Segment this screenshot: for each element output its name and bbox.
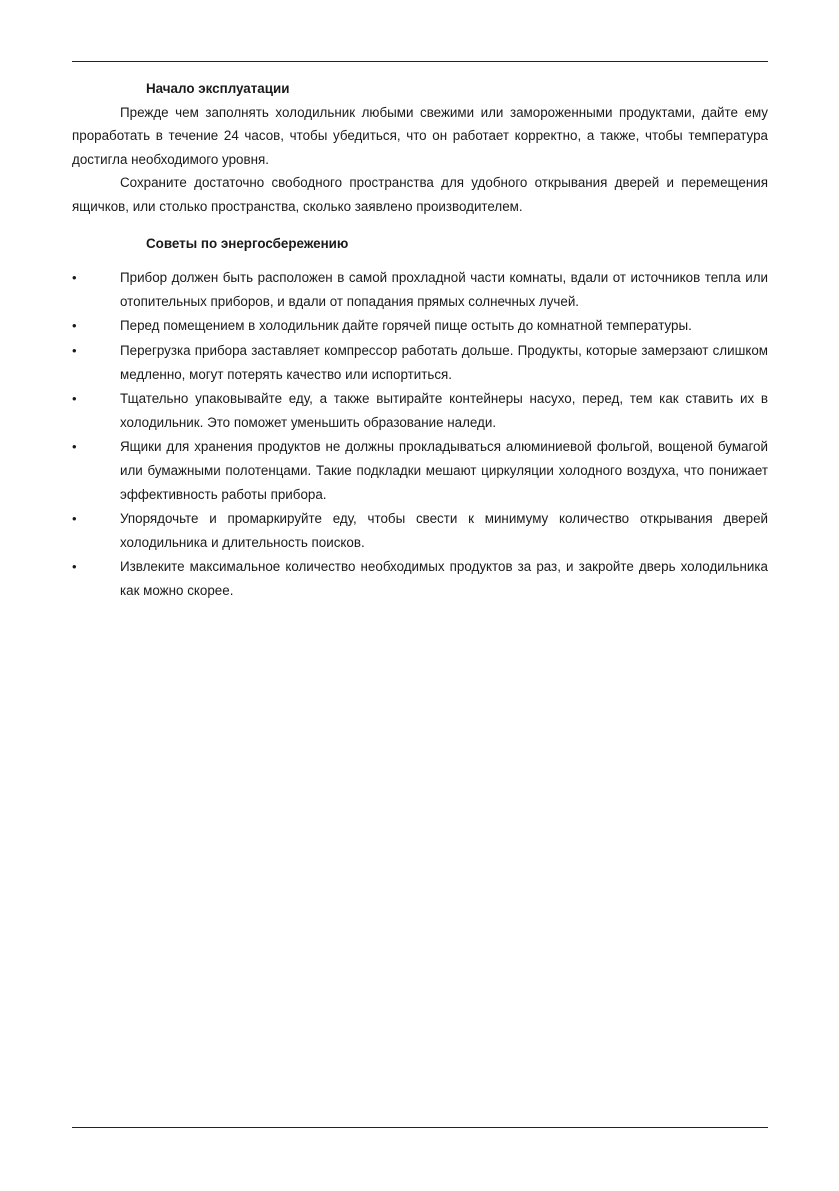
section-heading-startup: Начало эксплуатации bbox=[146, 81, 290, 96]
list-item bbox=[72, 507, 768, 554]
list-item-text: Перегрузка прибора заставляет компрессор работать дольше. Продукты, которые замерзают слишком медленно, могут потерять качество или испортиться. bbox=[120, 342, 768, 382]
bullet-icon: • bbox=[72, 318, 77, 334]
list-item bbox=[72, 339, 768, 386]
paragraph-space: Сохраните достаточно свободного пространства для удобного открывания дверей и перемещения ящичков, или столько пространства, сколько заявлено производителем. bbox=[72, 175, 768, 214]
list-item-text: Перед помещением в холодильник дайте горячей пище остыть до комнатной температуры. bbox=[120, 318, 692, 334]
section-heading-energy-saving: Советы по энергосбережению bbox=[146, 235, 349, 251]
list-item bbox=[72, 435, 768, 506]
bullet-icon: • bbox=[72, 270, 77, 286]
footer-rule bbox=[72, 1127, 768, 1128]
paragraph-startup: Прежде чем заполнять холодильник любыми свежими или замороженными продуктами, дайте ему проработать в течение 24 часов, чтобы убедиться, что он работает корректно, а также, чтобы температура достигла необходимого уровня. bbox=[72, 104, 768, 167]
list-item-text: Тщательно упаковывайте еду, а также вытирайте контейнеры насухо, перед, тем как ставить их в холодильник. Это поможет уменьшить образование наледи. bbox=[120, 391, 768, 430]
list-item-text: Упорядочьте и промаркируйте еду, чтобы свести к минимуму количество открывания дверей холодильника и длительность поисков. bbox=[120, 511, 768, 550]
bullet-icon: • bbox=[72, 342, 77, 358]
list-item bbox=[72, 387, 768, 434]
list-item bbox=[72, 266, 768, 313]
bullet-icon: • bbox=[72, 391, 77, 407]
list-item-text: Прибор должен быть расположен в самой прохладной части комнаты, вдали от источников тепла или отопительных приборов, и вдали от попадания прямых солнечных лучей. bbox=[120, 270, 768, 309]
energy-tips-list bbox=[72, 266, 768, 602]
list-item bbox=[72, 314, 768, 338]
list-item bbox=[72, 555, 768, 602]
header-rule bbox=[72, 61, 768, 62]
page-content bbox=[72, 77, 768, 603]
list-item-text: Извлеките максимальное количество необходимых продуктов за раз, и закройте дверь холодильника как можно скорее. bbox=[120, 559, 768, 598]
list-item-text: Ящики для хранения продуктов не должны прокладываться алюминиевой фольгой, вощеной бумагой или бумажными полотенцами. Такие подкладки мешают циркуляции холодного воздуха, что понижает эффективность работы прибора. bbox=[120, 439, 768, 502]
bullet-icon: • bbox=[72, 439, 77, 455]
bullet-icon: • bbox=[72, 559, 77, 575]
bullet-icon: • bbox=[72, 511, 77, 527]
